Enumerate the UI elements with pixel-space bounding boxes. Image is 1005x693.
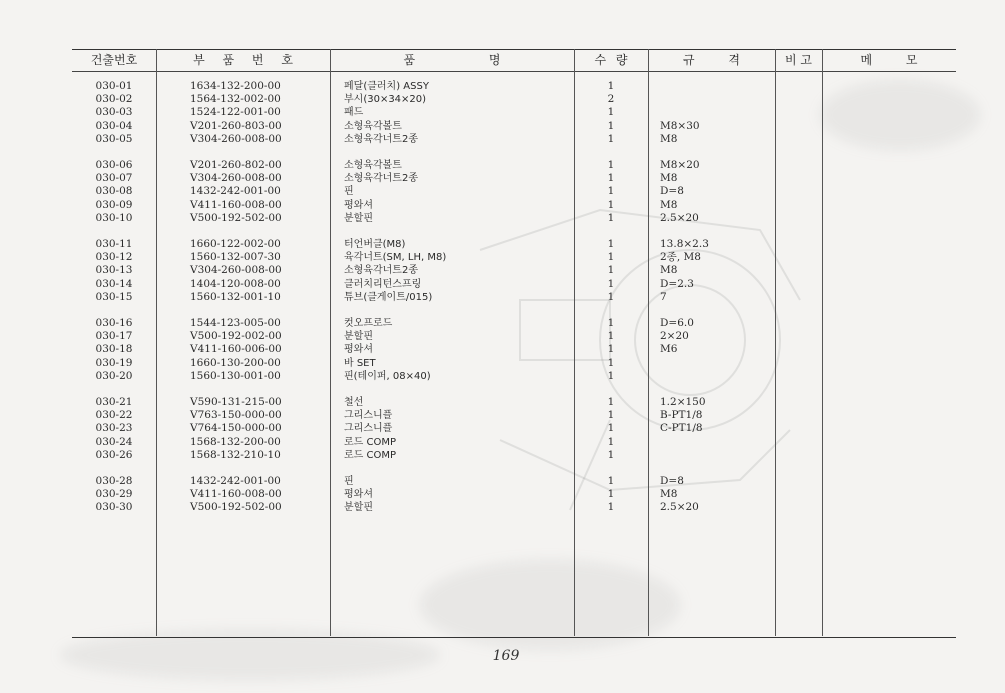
cell-spec: B-PT1/8 (660, 409, 703, 422)
cell-part-no: 1568-132-200-00 (190, 435, 281, 448)
cell-part-no: V201-260-802-00 (190, 159, 282, 171)
cell-code: 030-14 (95, 277, 133, 290)
cell-part-no: 1432-242-001-00 (190, 475, 281, 487)
cell-code: 030-22 (95, 409, 133, 422)
cell-code: 030-02 (95, 93, 133, 106)
cell-part-no: 1404-120-008-00 (190, 277, 281, 290)
cell-name: 튜브(클게이트/015) (344, 291, 433, 303)
cell-name: 평와셔 (344, 489, 373, 501)
cell-part-no: V763-150-000-00 (190, 409, 282, 422)
cell-code: 030-30 (95, 501, 133, 514)
header-part-number: 부 품 번 호 (193, 53, 293, 67)
cell-part-no: V304-260-008-00 (190, 132, 282, 145)
cell-spec: 1.2×150 (660, 396, 706, 408)
table-row (0, 278, 1005, 291)
cell-name: 평와셔 (344, 344, 373, 356)
cell-qty: 1 (607, 356, 615, 369)
cell-name: 클러치리턴스프링 (344, 278, 422, 290)
cell-part-no: 1568-132-210-10 (190, 448, 281, 461)
cell-name: 핀(테이퍼, 08×40) (344, 370, 431, 382)
table-row (0, 251, 1005, 264)
cell-code: 030-21 (95, 396, 133, 408)
cell-spec: 13.8×2.3 (660, 238, 709, 250)
cell-name: 핀 (344, 476, 354, 487)
table-row (0, 93, 1005, 106)
cell-part-no: V411-160-006-00 (190, 343, 282, 356)
cell-part-no: V764-150-000-00 (190, 422, 282, 435)
cell-spec: M8 (660, 198, 678, 211)
cell-name: 그리스니플 (344, 410, 393, 422)
cell-spec: 2×20 (660, 330, 689, 343)
header-spec: 규 격 (683, 53, 740, 67)
cell-part-no: V304-260-008-00 (190, 172, 282, 185)
cell-spec: 2종, M8 (660, 251, 701, 264)
cell-code: 030-04 (95, 119, 133, 132)
cell-qty: 1 (607, 198, 615, 211)
table-row (0, 106, 1005, 119)
cell-name: 소형육각볼트 (344, 160, 402, 171)
cell-name: 소형육각너트2종 (344, 265, 418, 277)
table-row (0, 396, 1005, 409)
cell-code: 030-05 (95, 132, 133, 145)
cell-qty: 1 (607, 132, 615, 145)
cell-spec: 2.5×20 (660, 501, 699, 514)
cell-code: 030-20 (95, 369, 133, 382)
cell-code: 030-09 (95, 198, 133, 211)
cell-part-no: 1544-123-005-00 (190, 317, 281, 329)
cell-name: 바 SET (344, 357, 376, 369)
cell-spec: D=2.3 (660, 277, 694, 290)
cell-part-no: V500-192-502-00 (190, 211, 282, 224)
cell-qty: 1 (607, 159, 615, 171)
cell-part-no: 1432-242-001-00 (190, 185, 281, 198)
header-quantity: 수 량 (594, 53, 628, 67)
cell-spec: M6 (660, 343, 678, 356)
header-memo: 메 모 (860, 53, 918, 67)
cell-name: 분할핀 (344, 502, 373, 514)
cell-code: 030-01 (95, 80, 133, 92)
cell-name: 부시(30×34×20) (344, 94, 427, 106)
cell-name: 평와셔 (344, 199, 373, 211)
cell-qty: 1 (607, 475, 615, 487)
cell-name: 육각너트(SM, LH, M8) (344, 252, 447, 264)
cell-spec: M8 (660, 264, 678, 277)
cell-code: 030-07 (95, 172, 133, 185)
cell-code: 030-13 (95, 264, 133, 277)
table-row (0, 475, 1005, 488)
table-row (0, 159, 1005, 172)
table-row (0, 330, 1005, 343)
cell-qty: 1 (607, 317, 615, 329)
cell-qty: 1 (607, 185, 615, 198)
cell-qty: 1 (607, 211, 615, 224)
cell-code: 030-16 (95, 317, 133, 329)
cell-part-no: V411-160-008-00 (190, 198, 282, 211)
cell-name: 소형육각볼트 (344, 120, 402, 132)
cell-name: 패드 (344, 107, 364, 119)
cell-qty: 1 (607, 290, 615, 303)
cell-part-no: 1560-130-001-00 (190, 369, 281, 382)
page-number: 169 (492, 648, 520, 664)
table-row (0, 199, 1005, 212)
table-row (0, 501, 1005, 514)
table-row (0, 436, 1005, 449)
cell-part-no: V304-260-008-00 (190, 264, 282, 277)
cell-qty: 1 (607, 264, 615, 277)
table-row (0, 409, 1005, 422)
cell-name: 철선 (344, 397, 364, 408)
table-row (0, 120, 1005, 133)
cell-code: 030-23 (95, 422, 133, 435)
cell-name: 페달(클러치) ASSY (344, 81, 429, 92)
cell-qty: 1 (607, 330, 615, 343)
cell-part-no: 1524-122-001-00 (190, 106, 281, 119)
table-row (0, 172, 1005, 185)
table-row (0, 291, 1005, 304)
cell-qty: 1 (607, 409, 615, 422)
cell-part-no: 1660-130-200-00 (190, 356, 281, 369)
cell-qty: 1 (607, 172, 615, 185)
table-row (0, 449, 1005, 462)
cell-spec: 2.5×20 (660, 211, 699, 224)
cell-code: 030-12 (95, 251, 133, 264)
cell-name: 소형육각너트2종 (344, 133, 418, 145)
cell-spec: D=6.0 (660, 317, 694, 329)
cell-spec: M8×20 (660, 159, 700, 171)
table-row (0, 317, 1005, 330)
cell-qty: 1 (607, 106, 615, 119)
cell-part-no: V590-131-215-00 (190, 396, 282, 408)
table-row (0, 343, 1005, 356)
table-row (0, 133, 1005, 146)
cell-code: 030-26 (95, 448, 133, 461)
header-divider (72, 71, 956, 72)
cell-code: 030-19 (95, 356, 133, 369)
cell-part-no: 1660-122-002-00 (190, 238, 281, 250)
cell-part-no: 1564-132-002-00 (190, 93, 281, 106)
cell-part-no: V411-160-008-00 (190, 488, 282, 501)
cell-name: 컷오프로드 (344, 318, 393, 329)
cell-name: 소형육각너트2종 (344, 173, 418, 185)
cell-code: 030-06 (95, 159, 133, 171)
cell-name: 로드 COMP (344, 436, 397, 448)
cell-code: 030-18 (95, 343, 133, 356)
cell-code: 030-10 (95, 211, 133, 224)
table-row (0, 238, 1005, 251)
table-row (0, 264, 1005, 277)
cell-code: 030-15 (95, 290, 133, 303)
table-row (0, 357, 1005, 370)
header-name: 품 명 (403, 53, 501, 67)
cell-name: 로드 COMP (344, 449, 397, 461)
cell-qty: 1 (607, 488, 615, 501)
cell-part-no: 1560-132-007-30 (190, 251, 281, 264)
cell-spec: M8 (660, 172, 678, 185)
cell-spec: M8 (660, 488, 678, 501)
cell-part-no: V500-192-502-00 (190, 501, 282, 514)
cell-spec: M8 (660, 132, 678, 145)
cell-code: 030-08 (95, 185, 133, 198)
cell-part-no: V500-192-002-00 (190, 330, 282, 343)
cell-spec: C-PT1/8 (660, 422, 703, 435)
cell-part-no: 1634-132-200-00 (190, 80, 281, 92)
cell-code: 030-28 (95, 475, 133, 487)
cell-code: 030-29 (95, 488, 133, 501)
table-row (0, 422, 1005, 435)
cell-qty: 1 (607, 277, 615, 290)
cell-qty: 1 (607, 80, 615, 92)
cell-qty: 1 (607, 369, 615, 382)
cell-qty: 1 (607, 343, 615, 356)
cell-name: 분할핀 (344, 331, 373, 343)
cell-name: 그리스니플 (344, 423, 393, 435)
cell-part-no: V201-260-803-00 (190, 119, 282, 132)
cell-qty: 1 (607, 422, 615, 435)
cell-part-no: 1560-132-001-10 (190, 290, 281, 303)
cell-spec: D=8 (660, 475, 684, 487)
cell-code: 030-11 (95, 238, 133, 250)
cell-spec: 7 (660, 290, 667, 303)
cell-qty: 1 (607, 119, 615, 132)
table-row (0, 212, 1005, 225)
table-row (0, 80, 1005, 93)
cell-qty: 1 (607, 501, 615, 514)
cell-code: 030-03 (95, 106, 133, 119)
cell-name: 분할핀 (344, 212, 373, 224)
cell-qty: 1 (607, 238, 615, 250)
cell-qty: 1 (607, 251, 615, 264)
cell-name: 핀 (344, 186, 354, 198)
cell-qty: 1 (607, 435, 615, 448)
table-row (0, 488, 1005, 501)
header-remark: 비 고 (785, 53, 812, 67)
cell-spec: M8×30 (660, 119, 700, 132)
cell-code: 030-24 (95, 435, 133, 448)
table-row (0, 370, 1005, 383)
cell-qty: 1 (607, 448, 615, 461)
header-code: 건출번호 (90, 53, 138, 67)
cell-spec: D=8 (660, 185, 684, 198)
cell-qty: 2 (607, 93, 615, 106)
cell-name: 터언버클(M8) (344, 239, 406, 250)
cell-code: 030-17 (95, 330, 133, 343)
cell-qty: 1 (607, 396, 615, 408)
table-row (0, 185, 1005, 198)
